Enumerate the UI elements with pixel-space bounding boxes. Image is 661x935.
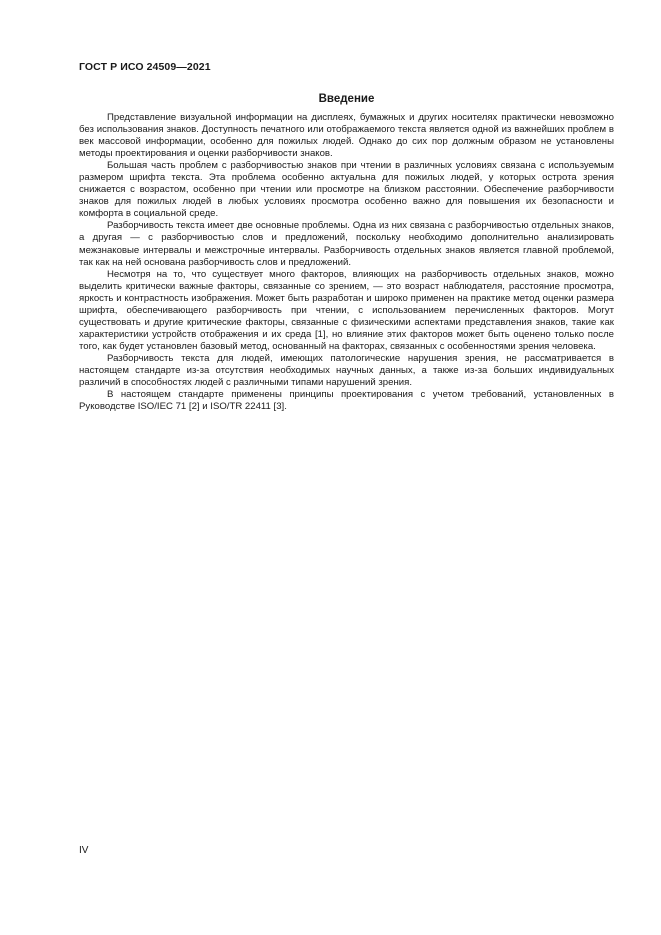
paragraph: В настоящем стандарте применены принципы проектирования с учетом требований, установленных в Руководстве ISO/IEC 71 [2] и ISO/TR 22411 [3]. — [79, 389, 614, 413]
section-title: Введение — [318, 93, 375, 105]
body-text — [79, 112, 614, 413]
paragraph: Разборчивость текста имеет две основные проблемы. Одна из них связана с разборчивостью отдельных знаков, а другая — с разборчивостью слов и предложений, поскольку необходимо дополнительно анализировать межзнаковые интервалы и межстрочные интервалы. Разборчивость отдельных знаков является главной проблемой, так как на ней основана разборчивость слов и предложений. — [79, 220, 614, 268]
paragraph: Большая часть проблем с разборчивостью знаков при чтении в различных условиях связана с используемым размером шрифта текста. Эта проблема особенно актуальна для пожилых людей, у которых острота зрения снижается с возрастом, особенно при чтении или просмотре на близком расстоянии. Обеспечение разборчивости знаков для пожилых людей в любых условиях просмотра особенно важно для повышения их безопасности и комфорта в социальной среде. — [79, 160, 614, 220]
paragraph: Несмотря на то, что существует много факторов, влияющих на разборчивость отдельных знаков, можно выделить критически важные факторы, связанные со зрением, — это возраст наблюдателя, расстояние просмотра, яркость и контрастность изображения. Может быть разработан и широко применен на практике метод оценки размера шрифта, обеспечивающего разборчивость при чтении, с использованием перечисленных факторов. Могут существовать и другие критические факторы, связанные с физическими аспектами представления знаков, такие как характеристики устройств отображения и их среда [1], но влияние этих факторов может быть оценено только после того, как будет установлен базовый метод, основанный на факторах, связанных с особенностями зрения человека. — [79, 268, 614, 352]
paragraph: Разборчивость текста для людей, имеющих патологические нарушения зрения, не рассматривается в настоящем стандарте из-за отсутствия необходимых научных данных, а также из-за больших индивидуальных различий в способностях людей с различными типами нарушений зрения. — [79, 352, 614, 389]
document-header: ГОСТ Р ИСО 24509—2021 — [79, 61, 211, 73]
page-number: IV — [79, 845, 89, 856]
paragraph: Представление визуальной информации на дисплеях, бумажных и других носителях практически невозможно без использования знаков. Доступность печатного или отображаемого текста является одной из важнейших проблем в век массовой информации, особенно для пожилых людей. Однако до сих пор должным образом не установлены методы проектирования и оценки разборчивости знаков. — [79, 112, 614, 160]
